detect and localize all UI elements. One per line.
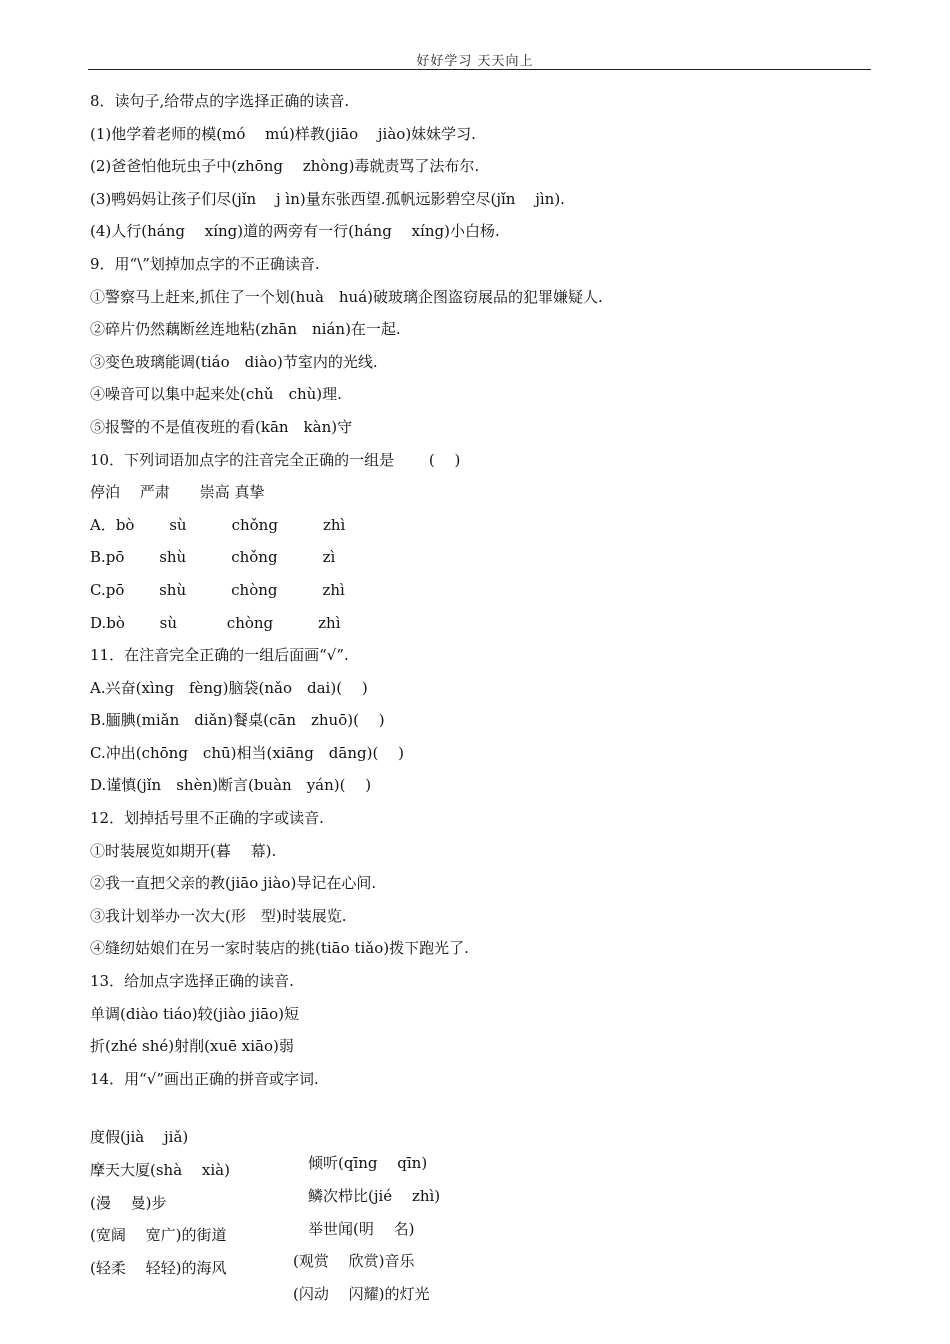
q10-words: 停泊 严肃 崇高 真挚 xyxy=(90,483,265,502)
q14-right-item: (闪动 闪耀)的灯光 xyxy=(293,1284,430,1303)
q10-option-b: B.pō shù chǒng zì xyxy=(90,548,336,567)
q12-item-4: ④缝纫姑娘们在另一家时装店的挑(tiāo tiǎo)拨下跑光了. xyxy=(90,939,469,958)
q8-item-1: (1)他学着老师的模(mó mú)样教(jiāo jiào)妹妹学习. xyxy=(90,124,476,143)
q14-title: 14．用“√”画出正确的拼音或字词. xyxy=(90,1069,319,1088)
q13-item-2: 折(zhé shé)射削(xuē xiāo)弱 xyxy=(90,1037,294,1056)
q14-left-item: 度假(jià jiǎ) xyxy=(90,1128,189,1147)
q14-left-item: (宽阔 宽广)的街道 xyxy=(90,1226,227,1245)
q14-right-item: (观赏 欣赏)音乐 xyxy=(293,1252,415,1271)
page-header: 好好学习 天天向上 xyxy=(416,54,534,69)
q10-title: 10．下列词语加点字的注音完全正确的一组是 ( ) xyxy=(90,450,461,469)
header-divider xyxy=(88,69,871,70)
q12-item-3: ③我计划举办一次大(形 型)时装展览. xyxy=(90,906,347,925)
q8-item-4: (4)人行(háng xíng)道的两旁有一行(háng xíng)小白杨. xyxy=(90,222,500,241)
q11-option-b: B.腼腆(miǎn diǎn)餐桌(cān zhuō)( ) xyxy=(90,711,385,730)
q9-item-1: ①警察马上赶来,抓住了一个划(huà huá)破玻璃企图盗窃展品的犯罪嫌疑人. xyxy=(90,287,603,306)
q9-item-3: ③变色玻璃能调(tiáo diào)节室内的光线. xyxy=(90,352,378,371)
q11-option-c: C.冲出(chōng chū)相当(xiāng dāng)( ) xyxy=(90,743,404,762)
q11-option-d: D.谨慎(jǐn shèn)断言(buàn yán)( ) xyxy=(90,776,372,795)
q8-title: 8．读句子,给带点的字选择正确的读音. xyxy=(90,92,350,110)
q11-title: 11．在注音完全正确的一组后面画“√”. xyxy=(90,646,349,665)
q10-option-a: A．bò sù chǒng zhì xyxy=(90,515,346,534)
q14-right-item: 鳞次栉比(jié zhì) xyxy=(308,1187,441,1205)
q14-right-item: 倾听(qīng qīn) xyxy=(308,1154,428,1173)
q9-item-4: ④噪音可以集中起来处(chǔ chù)理. xyxy=(90,385,342,404)
q10-option-c: C.pō shù chòng zhì xyxy=(90,580,345,599)
q14-left-item: 摩天大厦(shà xià) xyxy=(90,1161,230,1179)
q12-item-1: ①时装展览如期开(暮 幕). xyxy=(90,841,277,860)
q9-title: 9．用“\”划掉加点字的不正确读音. xyxy=(90,254,320,273)
q10-option-d: D.bò sù chòng zhì xyxy=(90,613,341,632)
q12-title: 12．划掉括号里不正确的字或读音. xyxy=(90,809,324,828)
q9-item-5: ⑤报警的不是值夜班的看(kān kàn)守 xyxy=(90,417,353,436)
q14-left-item: (漫 曼)步 xyxy=(90,1193,167,1212)
q14-right-item: 举世闻(明 名) xyxy=(308,1219,415,1238)
q14-left-item: (轻柔 轻轻)的海风 xyxy=(90,1258,227,1277)
q8-item-2: (2)爸爸怕他玩虫子中(zhōng zhòng)毒就责骂了法布尔. xyxy=(90,157,480,176)
q14-row xyxy=(90,1229,870,1303)
q8-item-3: (3)鸭妈妈让孩子们尽(jǐn j ìn)量东张西望.孤帆远影碧空尽(jǐn jìn). xyxy=(90,189,565,208)
worksheet-body xyxy=(90,88,870,1303)
q13-title: 13．给加点字选择正确的读音. xyxy=(90,972,294,991)
q11-option-a: A.兴奋(xìng fèng)脑袋(nǎo dai)( ) xyxy=(90,678,368,697)
q9-item-2: ②碎片仍然藕断丝连地粘(zhān nián)在一起. xyxy=(90,320,401,339)
q12-item-2: ②我一直把父亲的教(jiāo jiào)导记在心间. xyxy=(90,874,377,893)
q13-item-1: 单调(diào tiáo)较(jiào jiāo)短 xyxy=(90,1004,299,1023)
